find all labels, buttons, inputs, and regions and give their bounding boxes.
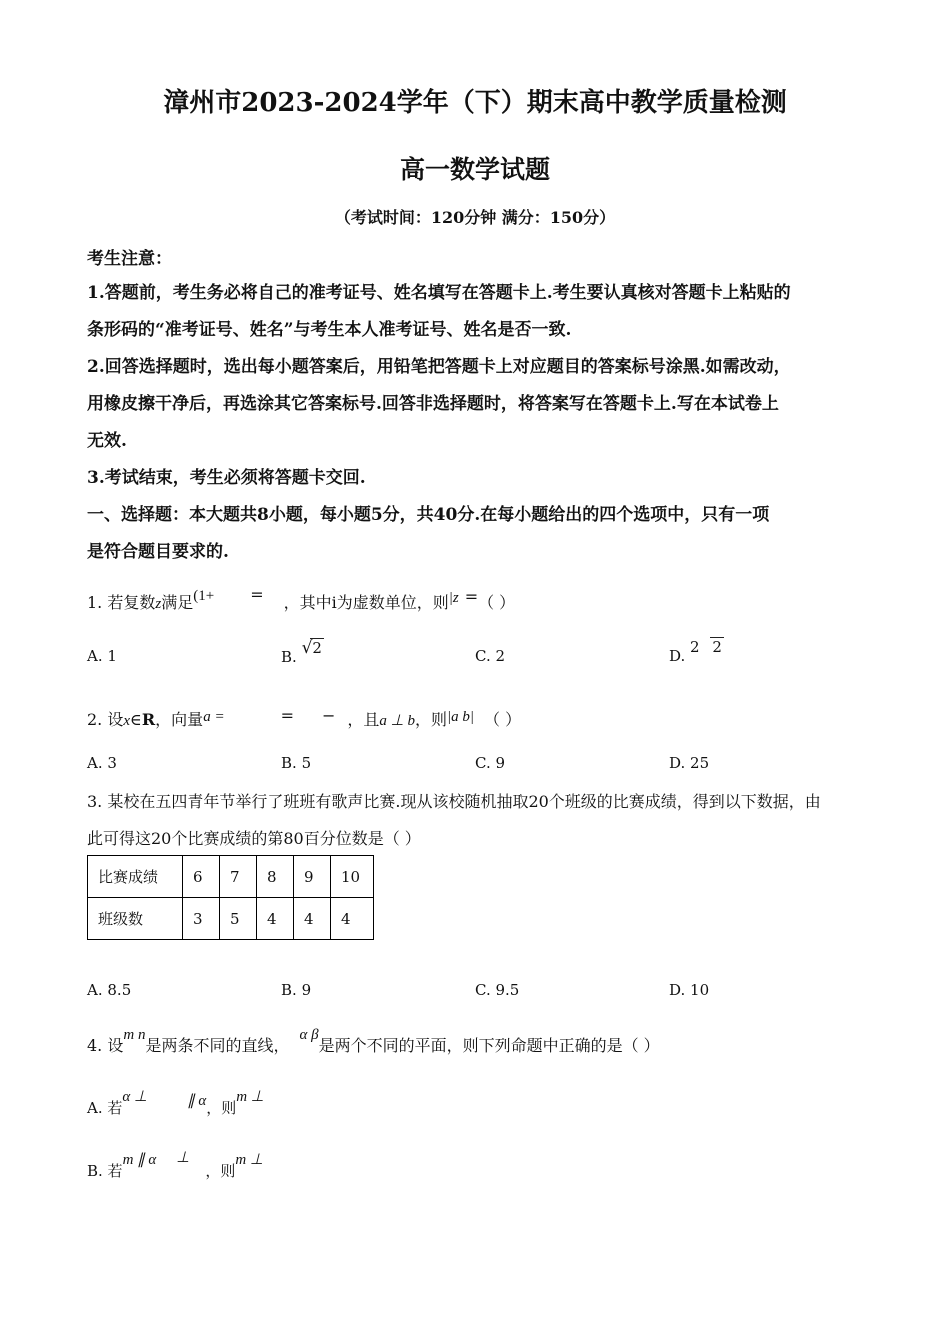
- q2-option-d[interactable]: D. 25: [669, 754, 710, 772]
- notice-item2-line1: 2.回答选择题时，选出每小题答案后，用铅笔把答题卡上对应题目的答案标号涂黑.如需改动，: [87, 357, 791, 377]
- table-cell: 9: [294, 856, 331, 898]
- q1-option-c[interactable]: C. 2: [475, 647, 506, 665]
- notice-heading: 考生注意：: [87, 249, 172, 269]
- table-cell: 8: [257, 856, 294, 898]
- q2-option-c[interactable]: C. 9: [475, 754, 506, 772]
- notice-item2-line2: 用橡皮擦干净后，再选涂其它答案标号.回答非选择题时，将答案写在答题卡上.写在本试卷上: [87, 394, 779, 414]
- question-4: 4. 设m n是两条不同的直线，α β是两个不同的平面，则下列命题中正确的是（ ）: [87, 1027, 660, 1055]
- question-2: 2. 设x∈R，向量a = = − ，且a ⊥ b，则|a b| （ ）: [87, 706, 522, 729]
- q3-option-b[interactable]: B. 9: [281, 981, 312, 999]
- q2-option-b[interactable]: B. 5: [281, 754, 312, 772]
- question-3-line1: 3. 某校在五四青年节举行了班班有歌声比赛.现从该校随机抽取20个班级的比赛成绩，得到以下数据，由: [87, 792, 821, 811]
- notice-item3: 3.考试结束，考生必须将答题卡交回.: [87, 468, 366, 488]
- q1-option-b[interactable]: B. √2: [281, 638, 322, 666]
- question-1: 1. 若复数z满足(1+ = ，其中i为虚数单位，则|z =（ ）: [87, 585, 516, 612]
- q4-option-b[interactable]: B. 若m ∥ α ⊥，则m ⊥: [87, 1150, 264, 1180]
- q3-option-d[interactable]: D. 10: [669, 981, 710, 999]
- table-cell: 10: [331, 856, 374, 898]
- table-row: [88, 898, 374, 940]
- score-table: [87, 855, 374, 940]
- table-header-score: 比赛成绩: [88, 856, 183, 898]
- exam-info: （考试时间：120分钟 满分：150分）: [334, 208, 616, 227]
- exam-title: 漳州市2023-2024学年（下）期末高中教学质量检测: [163, 88, 787, 118]
- q3-option-a[interactable]: A. 8.5: [87, 981, 132, 999]
- q1-option-a[interactable]: A. 1: [87, 647, 117, 665]
- table-cell: 4: [331, 898, 374, 940]
- q2-option-a[interactable]: A. 3: [87, 754, 117, 772]
- q3-option-c[interactable]: C. 9.5: [475, 981, 520, 999]
- notice-item1-line1: 1.答题前，考生务必将自己的准考证号、姓名填写在答题卡上.考生要认真核对答题卡上粘贴的: [87, 283, 791, 303]
- q4-option-a[interactable]: A. 若α ⊥ ∥ α，则m ⊥: [87, 1089, 264, 1117]
- q1-option-d[interactable]: D. 2 2: [669, 638, 722, 665]
- table-header-count: 班级数: [88, 898, 183, 940]
- table-cell: 6: [183, 856, 220, 898]
- question-3-line2: 此可得这20个比赛成绩的第80百分位数是（ ）: [87, 829, 421, 848]
- subject-title: 高一数学试题: [399, 155, 550, 184]
- section1-line1: 一、选择题：本大题共8小题，每小题5分，共40分.在每小题给出的四个选项中，只有一项: [87, 505, 770, 525]
- notice-item1-line2: 条形码的“准考证号、姓名”与考生本人准考证号、姓名是否一致.: [87, 320, 572, 340]
- notice-item2-line3: 无效.: [87, 431, 127, 451]
- table-cell: 4: [294, 898, 331, 940]
- table-cell: 3: [183, 898, 220, 940]
- table-cell: 4: [257, 898, 294, 940]
- table-cell: 7: [220, 856, 257, 898]
- section1-line2: 是符合题目要求的.: [87, 542, 229, 562]
- table-row: [88, 856, 374, 898]
- table-cell: 5: [220, 898, 257, 940]
